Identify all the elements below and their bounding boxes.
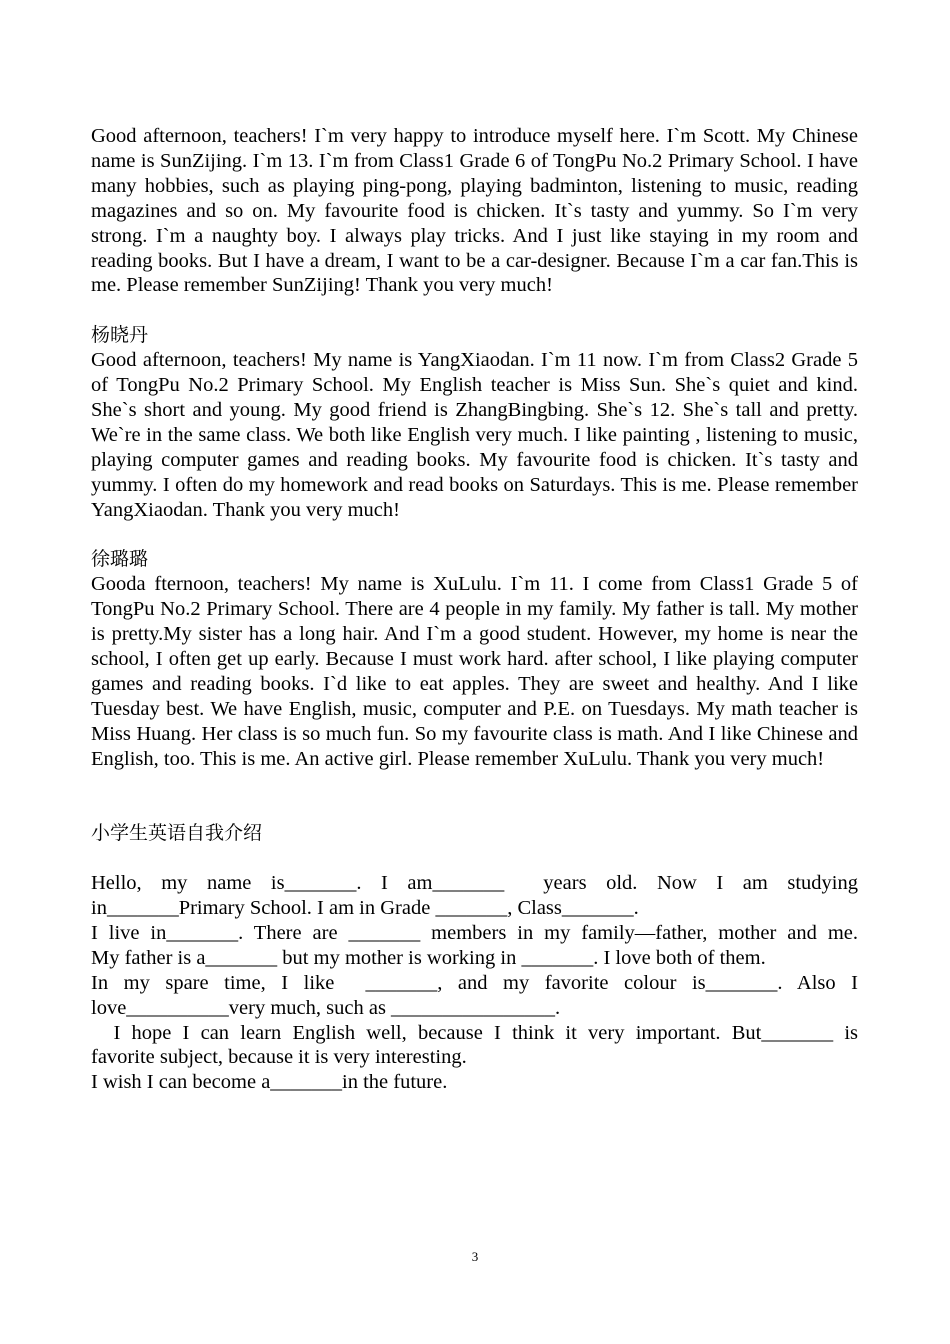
- intro-yang-paragraph: Good afternoon, teachers! My name is YangXiaodan. I`m 11 now. I`m from Class2 Grade 5 of TongPu No.2 Primary School. My English teacher is Miss Sun. She`s quiet and kind. She`s short and young. My good friend is ZhangBingbing. She`s 12. She`s tall and pretty. We`re in the same class. We both like English very much. I like painting , listening to music, playing computer games and reading books. My favourite food is chicken. It`s tasty and yummy. I often do my homework and read books on Saturdays. This is me. Please remember YangXiaodan. Thank you very much!: [91, 349, 858, 521]
- spacer: [91, 522, 858, 547]
- template-line: favorite subject, because it is very interesting.: [91, 1046, 467, 1069]
- template-line: Hello, my name is_______. I am_______ years old. Now I am studying: [91, 872, 858, 895]
- template-line: I live in_______. There are _______ members in my family—father, mother and me.: [91, 921, 858, 944]
- name-heading-yang: 杨晓丹: [91, 324, 149, 347]
- template-line: love__________very much, such as ________________.: [91, 996, 561, 1019]
- template-line: I hope I can learn English well, because I think it very important. But_______ is: [91, 1021, 858, 1044]
- page-number: 3: [471, 1249, 479, 1264]
- intro-xu-paragraph: Gooda fternoon, teachers! My name is XuLulu. I`m 11. I come from Class1 Grade 5 of TongPu No.2 Primary School. There are 4 people in my family. My father is tall. My mother is pretty.My sister has a long hair. And I`m a good student. However, my home is near the school, I often get up early. Because I must work hard. after school, I like playing computer games and reading books. I`d like to eat apples. They are sweet and healthy. And I like Tuesday best. We have English, music, computer and P.E. on Tuesdays. My math teacher is Miss Huang. Her class is so much fun. So my favourite class is math. And I like Chinese and English, too. This is me. An active girl. Please remember XuLulu. Thank you very much!: [91, 573, 858, 770]
- spacer: [91, 846, 858, 871]
- template-line: My father is a_______ but my mother is working in _______. I love both of them.: [91, 946, 766, 969]
- template-line: In my spare time, I like _______, and my favorite colour is_______. Also I: [91, 971, 858, 994]
- intro-scott-paragraph: Good afternoon, teachers! I`m very happy to introduce myself here. I`m Scott. My Chinese name is SunZijing. I`m 13. I`m from Class1 Grade 6 of TongPu No.2 Primary School. I have many hobbies, such as playing ping-pong, playing badminton, listening to music, reading magazines and so on. My favourite food is chicken. It`s tasty and yummy. So I`m very strong. I`m a naughty boy. I always play tricks. And I just like staying in my room and reading books. But I have a dream, I want to be a car-designer. Because I`m a car fan.This is me. Please remember SunZijing! Thank you very much!: [91, 125, 858, 297]
- template-title: 小学生英语自我介绍: [91, 822, 263, 845]
- template-line: in_______Primary School. I am in Grade _______, Class_______.: [91, 897, 639, 920]
- spacer: [91, 772, 858, 822]
- name-heading-xu: 徐璐璐: [91, 548, 149, 571]
- document-body: [91, 124, 858, 1095]
- spacer: [91, 298, 858, 323]
- template-line: I wish I can become a_______in the future.: [91, 1071, 448, 1094]
